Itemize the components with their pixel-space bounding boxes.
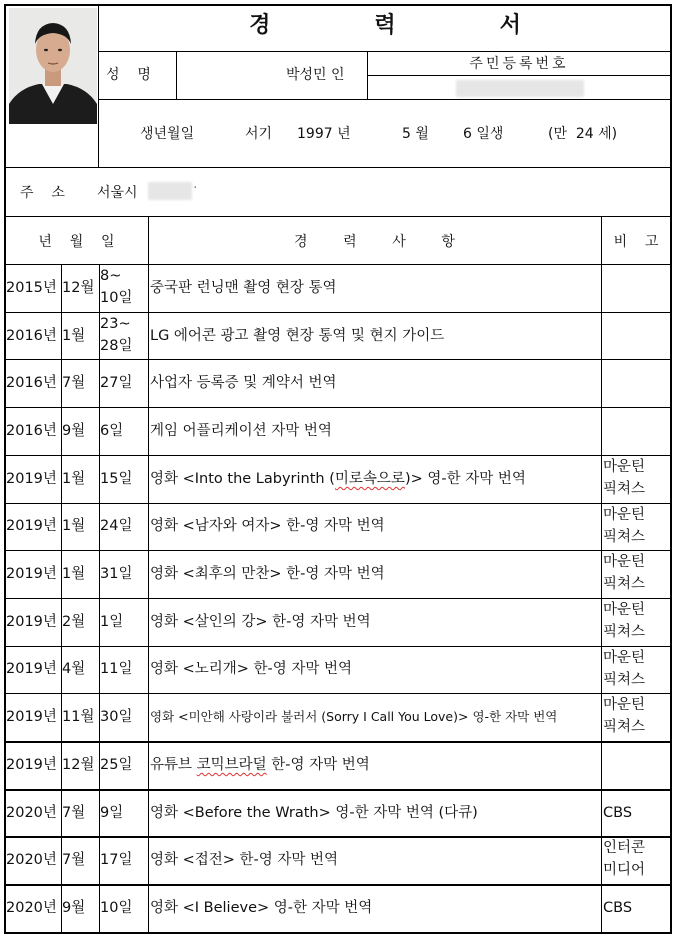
birth-label: 생년월일 bbox=[140, 126, 195, 142]
row-description: 영화 <I Believe> 영-한 자막 번역 bbox=[150, 900, 373, 916]
address-trailing: · bbox=[193, 180, 198, 196]
row-description: 영화 <미안해 사랑이라 불러서 (Sorry I Call You Love)> 영-한 자막 번역 bbox=[150, 709, 558, 724]
row-month: 12월 bbox=[62, 757, 95, 773]
row-day: 31일 bbox=[100, 566, 133, 582]
row-day: 17일 bbox=[100, 852, 133, 868]
row-month: 1월 bbox=[62, 518, 86, 534]
row-month: 7월 bbox=[62, 852, 86, 868]
row-note: 마운틴 픽쳐스 bbox=[603, 554, 646, 592]
row-month: 7월 bbox=[62, 375, 86, 391]
header-note: 비 고 bbox=[613, 234, 659, 250]
title-char: 경 bbox=[249, 13, 271, 38]
row-description: 영화 <접전> 한-영 자막 번역 bbox=[150, 852, 339, 868]
portrait-image bbox=[9, 8, 97, 124]
name-label: 성 명 bbox=[106, 67, 151, 83]
row-year: 2016년 bbox=[6, 375, 57, 391]
row-day: 6일 bbox=[100, 423, 124, 439]
row-description: LG 에어콘 광고 촬영 현장 통역 및 현지 가이드 bbox=[150, 328, 445, 344]
address-city: 서울시 bbox=[97, 185, 138, 201]
id-number-redacted bbox=[456, 80, 584, 97]
row-year: 2015년 bbox=[6, 280, 57, 296]
row-description: 영화 <노리개> 한-영 자막 번역 bbox=[150, 661, 353, 677]
document-title bbox=[98, 6, 672, 46]
name-value: 박성민 인 bbox=[286, 67, 345, 83]
title-char: 력 bbox=[374, 13, 396, 38]
row-year: 2019년 bbox=[6, 471, 57, 487]
row-note: 인터콘 미디어 bbox=[603, 840, 646, 878]
row-description-part: 한-영 자막 번역 bbox=[266, 757, 370, 773]
row-month: 11월 bbox=[62, 709, 95, 725]
row-month: 12월 bbox=[62, 280, 95, 296]
row-day: 23~ 28일 bbox=[100, 316, 133, 354]
row-year: 2020년 bbox=[6, 900, 57, 916]
row-month: 9월 bbox=[62, 900, 86, 916]
row-month: 7월 bbox=[62, 805, 86, 821]
birth-age: (만 24 세) bbox=[548, 126, 618, 142]
row-month: 1월 bbox=[62, 328, 86, 344]
address-label: 주 소 bbox=[20, 185, 65, 201]
row-year: 2019년 bbox=[6, 709, 57, 725]
row-year: 2019년 bbox=[6, 566, 57, 582]
row-year: 2020년 bbox=[6, 805, 57, 821]
row-year: 2019년 bbox=[6, 518, 57, 534]
row-description-spellcheck-part: 미로속으로 bbox=[334, 471, 405, 487]
row-year: 2019년 bbox=[6, 661, 57, 677]
row-year: 2019년 bbox=[6, 614, 57, 630]
row-description-part: 유튜브 bbox=[150, 757, 197, 773]
row-description: 영화 <Before the Wrath> 영-한 자막 번역 (다큐) bbox=[150, 805, 478, 821]
row-description-part: )> 영-한 자막 번역 bbox=[404, 471, 526, 487]
header-date: 년 월 일 bbox=[38, 234, 115, 250]
birth-month: 5 월 bbox=[402, 126, 429, 142]
row-day: 11일 bbox=[100, 661, 133, 677]
row-day: 1일 bbox=[100, 614, 124, 630]
row-note: 마운틴 픽쳐스 bbox=[603, 459, 646, 497]
row-month: 1월 bbox=[62, 471, 86, 487]
row-month: 2월 bbox=[62, 614, 86, 630]
row-description: 중국판 런닝맨 촬영 현장 통역 bbox=[150, 280, 337, 296]
id-number-label: 주민등록번호 bbox=[469, 56, 569, 72]
row-day: 15일 bbox=[100, 471, 133, 487]
row-note: CBS bbox=[603, 900, 633, 916]
row-note: CBS bbox=[603, 805, 633, 821]
row-month: 4월 bbox=[62, 661, 86, 677]
row-description-part: 영화 <Into the Labyrinth ( bbox=[150, 471, 335, 487]
row-day: 10일 bbox=[100, 900, 133, 916]
birth-day: 6 일생 bbox=[463, 126, 504, 142]
row-day: 25일 bbox=[100, 757, 133, 773]
row-description bbox=[150, 470, 600, 488]
header-details: 경 력 사 항 bbox=[294, 234, 455, 250]
birth-year: 1997 년 bbox=[297, 126, 351, 142]
row-day: 8~ 10일 bbox=[100, 268, 133, 306]
row-note: 마운틴 픽쳐스 bbox=[603, 602, 646, 640]
row-description: 영화 <남자와 여자> 한-영 자막 번역 bbox=[150, 518, 385, 534]
row-note: 마운틴 픽쳐스 bbox=[603, 507, 646, 545]
birth-era: 서기 bbox=[245, 126, 273, 142]
row-description: 게임 어플리케이션 자막 번역 bbox=[150, 423, 332, 439]
applicant-photo bbox=[9, 8, 97, 124]
row-description: 사업자 등록증 및 계약서 번역 bbox=[150, 375, 337, 391]
row-description bbox=[150, 756, 600, 774]
row-description: 영화 <살인의 강> 한-영 자막 번역 bbox=[150, 614, 371, 630]
row-month: 9월 bbox=[62, 423, 86, 439]
row-year: 2016년 bbox=[6, 423, 57, 439]
row-description-spellcheck-part: 코믹브라덜 bbox=[196, 757, 267, 773]
row-year: 2016년 bbox=[6, 328, 57, 344]
address-redacted bbox=[148, 182, 192, 200]
row-day: 24일 bbox=[100, 518, 133, 534]
row-year: 2019년 bbox=[6, 757, 57, 773]
row-note: 마운틴 픽쳐스 bbox=[603, 697, 646, 735]
row-note: 마운틴 픽쳐스 bbox=[603, 650, 646, 688]
title-char: 서 bbox=[499, 13, 521, 38]
row-description: 영화 <최후의 만찬> 한-영 자막 번역 bbox=[150, 566, 385, 582]
row-month: 1월 bbox=[62, 566, 86, 582]
row-year: 2020년 bbox=[6, 852, 57, 868]
row-day: 27일 bbox=[100, 375, 133, 391]
row-day: 9일 bbox=[100, 805, 124, 821]
row-day: 30일 bbox=[100, 709, 133, 725]
